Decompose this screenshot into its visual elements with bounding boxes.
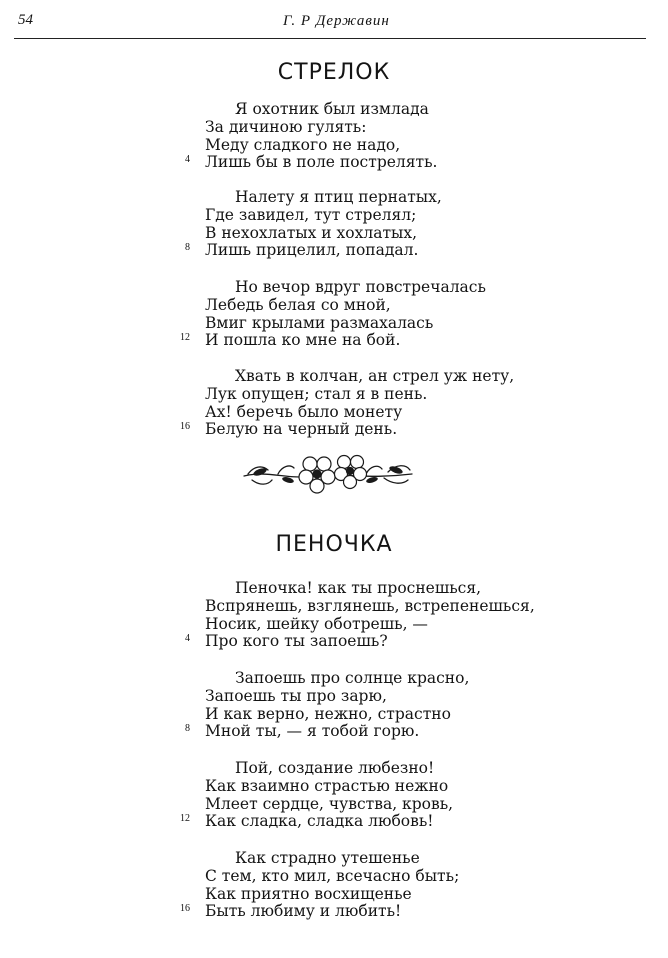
line-number: 12 bbox=[180, 813, 190, 825]
verse-line: Вмиг крылами размахалась bbox=[205, 313, 434, 332]
verse-line: Как приятно восхищенье bbox=[205, 884, 412, 903]
line-number: 8 bbox=[185, 723, 190, 735]
verse-line: Как взаимно страстью нежно bbox=[205, 776, 449, 795]
verse-line: Носик, шейку оботрешь, — bbox=[205, 614, 428, 633]
verse-line: Лук опущен; стал я в пень. bbox=[205, 384, 428, 403]
verse-line: Пой, создание любезно! bbox=[235, 759, 435, 777]
stanza-2-4 bbox=[180, 849, 645, 921]
verse-line bbox=[185, 632, 645, 651]
verse-line: Запоешь про солнце красно, bbox=[235, 669, 470, 687]
poem-title-strelok: СТРЕЛОК bbox=[277, 60, 391, 85]
verse-text: Лишь бы в поле пострелять. bbox=[205, 153, 438, 172]
verse-text: Про кого ты запоешь? bbox=[205, 632, 388, 651]
verse-line bbox=[180, 902, 645, 921]
stanza-1-2 bbox=[185, 188, 645, 260]
stanza-2-2 bbox=[185, 669, 645, 741]
header-rule bbox=[14, 38, 646, 39]
verse-line: Налету я птиц пернатых, bbox=[235, 188, 442, 206]
verse-line: Пеночка! как ты проснешься, bbox=[235, 579, 482, 597]
stanza-1-1 bbox=[185, 100, 645, 172]
stanza-2-3 bbox=[180, 759, 645, 831]
verse-text: Лишь прицелил, попадал. bbox=[205, 241, 419, 260]
verse-text: Быть любиму и любить! bbox=[205, 902, 402, 921]
verse-line: Ах! беречь было монету bbox=[205, 402, 403, 421]
verse-line bbox=[180, 331, 645, 350]
verse-line: Запоешь ты про зарю, bbox=[205, 686, 387, 705]
line-number: 16 bbox=[180, 421, 190, 433]
page-number: 54 bbox=[18, 12, 33, 28]
stanza-1-3 bbox=[180, 278, 645, 350]
verse-line: За дичиною гулять: bbox=[205, 117, 367, 136]
running-head: Г. Р Державин bbox=[283, 13, 390, 29]
line-number: 8 bbox=[185, 242, 190, 254]
verse-line: Я охотник был измлада bbox=[235, 100, 429, 118]
verse-line: Но вечор вдруг повстречалась bbox=[235, 278, 486, 296]
verse-line bbox=[180, 420, 645, 439]
verse-line: Лебедь белая со мной, bbox=[205, 295, 391, 314]
verse-line: Меду сладкого не надо, bbox=[205, 135, 401, 154]
verse-text: И пошла ко мне на бой. bbox=[205, 331, 401, 350]
line-number: 16 bbox=[180, 903, 190, 915]
line-number: 12 bbox=[180, 332, 190, 344]
verse-line bbox=[185, 722, 645, 741]
verse-line: Хвать в колчан, ан стрел уж нету, bbox=[235, 367, 515, 385]
stanza-2-1 bbox=[185, 579, 645, 651]
verse-line: Вспрянешь, взглянешь, встрепенешься, bbox=[205, 596, 535, 615]
verse-text: Мной ты, — я тобой горю. bbox=[205, 722, 420, 741]
verse-text: Как сладка, сладка любовь! bbox=[205, 812, 434, 831]
floral-ornament-icon bbox=[238, 450, 418, 500]
verse-line: С тем, кто мил, всечасно быть; bbox=[205, 866, 460, 885]
verse-line: И как верно, нежно, страстно bbox=[205, 704, 451, 723]
poem-title-penochka: ПЕНОЧКА bbox=[275, 532, 393, 557]
verse-line: Где завидел, тут стрелял; bbox=[205, 205, 417, 224]
verse-line bbox=[185, 153, 645, 172]
verse-text: Белую на черный день. bbox=[205, 420, 398, 439]
verse-line bbox=[180, 812, 645, 831]
verse-line: Как страдно утешенье bbox=[235, 849, 420, 867]
line-number: 4 bbox=[185, 154, 190, 166]
verse-line: В нехохлатых и хохлатых, bbox=[205, 223, 418, 242]
stanza-1-4 bbox=[180, 367, 645, 439]
verse-line: Млеет сердце, чувства, кровь, bbox=[205, 794, 454, 813]
verse-line bbox=[185, 241, 645, 260]
line-number: 4 bbox=[185, 633, 190, 645]
